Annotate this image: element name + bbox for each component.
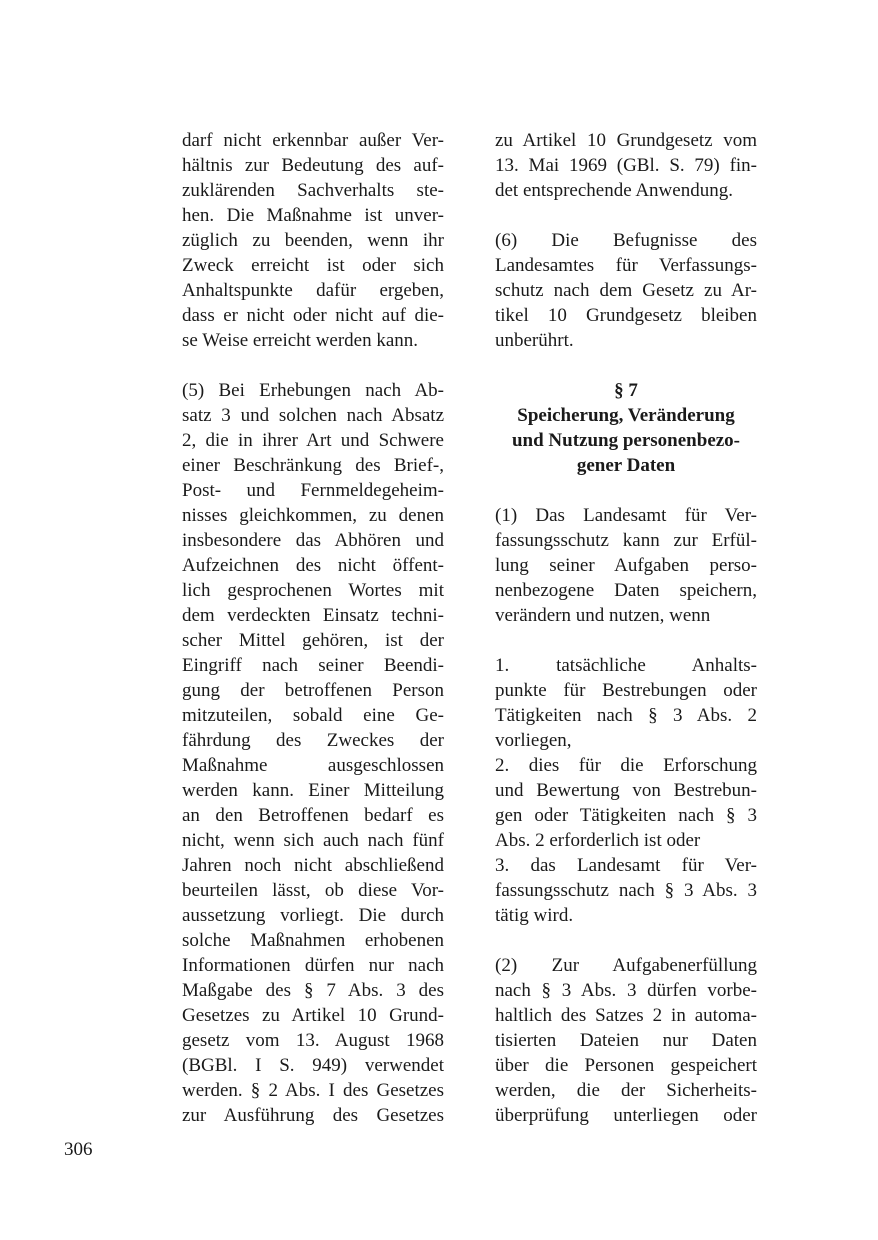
text-line: 1. tatsächliche Anhalts-	[495, 655, 757, 676]
text-line: nicht, wenn sich auch nach fünf	[182, 830, 444, 851]
text-line: nisses gleichkommen, zu denen	[182, 505, 444, 526]
right-column	[495, 128, 757, 1153]
text-line: se Weise erreicht werden kann.	[182, 330, 419, 351]
text-line: lich gesprochenen Wortes mit	[182, 580, 444, 601]
text-line: Post- und Fernmeldegeheim-	[182, 480, 444, 501]
text-line: Aufzeichnen des nicht öffent-	[182, 555, 444, 576]
text-line: (BGBl. I S. 949) verwendet	[182, 1055, 444, 1076]
text-line: punkte für Bestrebungen oder	[495, 680, 757, 701]
text-line: fassungsschutz kann zur Erfül-	[495, 530, 757, 551]
text-line: § 7	[614, 380, 638, 401]
text-line: darf nicht erkennbar außer Ver-	[182, 130, 444, 151]
paragraph-5-notification	[182, 378, 444, 1128]
text-line: gesetz vom 13. August 1968	[182, 1030, 444, 1051]
text-line: fährdung des Zweckes der	[182, 730, 444, 751]
text-line: lung seiner Aufgaben perso-	[495, 555, 757, 576]
paragraph-6-powers	[495, 228, 757, 353]
text-line: tikel 10 Grundgesetz bleiben	[495, 305, 757, 326]
text-line: Anhaltspunkte dafür ergeben,	[182, 280, 444, 301]
text-line: Maßgabe des § 7 Abs. 3 des	[182, 980, 444, 1001]
text-line: solche Maßnahmen erhobenen	[182, 930, 444, 951]
section-7-heading	[495, 378, 757, 478]
list-item-2	[495, 753, 757, 853]
text-line: zuklärenden Sachverhalts ste-	[182, 180, 444, 201]
paragraph-measure-proportionality	[182, 128, 444, 353]
text-line: werden. § 2 Abs. I des Gesetzes	[182, 1080, 444, 1101]
text-line: aussetzung vorliegt. Die durch	[182, 905, 444, 926]
text-line: zur Ausführung des Gesetzes	[182, 1105, 444, 1126]
text-line: dass er nicht oder nicht auf die-	[182, 305, 444, 326]
text-line: einer Beschränkung des Brief-,	[182, 455, 444, 476]
text-line: Informationen dürfen nur nach	[182, 955, 444, 976]
text-line: gener Daten	[576, 455, 676, 476]
text-line: Zweck erreicht ist oder sich	[182, 255, 444, 276]
text-line: 13. Mai 1969 (GBl. S. 79) fin-	[495, 155, 757, 176]
text-line: dem verdeckten Einsatz techni-	[182, 605, 444, 626]
text-line: (2) Zur Aufgabenerfüllung	[495, 955, 757, 976]
text-line: scher Mittel gehören, ist der	[182, 630, 444, 651]
text-line: tätig wird.	[495, 905, 574, 926]
text-line: Tätigkeiten nach § 3 Abs. 2	[495, 705, 757, 726]
list-item-1	[495, 653, 757, 753]
text-line: über die Personen gespeichert	[495, 1055, 757, 1076]
paragraph-2-task-fulfillment	[495, 953, 757, 1128]
page-number: 306	[64, 1139, 93, 1160]
text-line: gung der betroffenen Person	[182, 680, 444, 701]
text-line: werden kann. Einer Mitteilung	[182, 780, 444, 801]
text-line: und Bewertung von Bestrebun-	[495, 780, 757, 801]
text-line: 3. das Landesamt für Ver-	[495, 855, 757, 876]
text-line: (6) Die Befugnisse des	[495, 230, 757, 251]
text-line: nach § 3 Abs. 3 dürfen vorbe-	[495, 980, 757, 1001]
text-line: mitzuteilen, sobald eine Ge-	[182, 705, 444, 726]
text-line: unberührt.	[495, 330, 574, 351]
text-line: vorliegen,	[495, 730, 572, 751]
text-line: Speicherung, Veränderung	[517, 405, 735, 426]
conditions-list	[495, 653, 757, 928]
text-line: (5) Bei Erhebungen nach Ab-	[182, 380, 444, 401]
text-line: und Nutzung personenbezo-	[511, 430, 741, 451]
text-line: Eingriff nach seiner Beendi-	[182, 655, 444, 676]
text-line: det entsprechende Anwendung.	[495, 180, 733, 201]
text-line: (1) Das Landesamt für Ver-	[495, 505, 757, 526]
text-line: gen oder Tätigkeiten nach § 3	[495, 805, 757, 826]
paragraph-1-storage	[495, 503, 757, 628]
text-line: hältnis zur Bedeutung des auf-	[182, 155, 444, 176]
text-line: 2, die in ihrer Art und Schwere	[182, 430, 444, 451]
text-line: fassungsschutz nach § 3 Abs. 3	[495, 880, 757, 901]
text-line: züglich zu beenden, wenn ihr	[182, 230, 444, 251]
left-column	[182, 128, 444, 1153]
text-line: satz 3 und solchen nach Absatz	[182, 405, 444, 426]
text-line: Maßnahme ausgeschlossen	[182, 755, 444, 776]
paragraph-continuation	[495, 128, 757, 203]
text-line: Gesetzes zu Artikel 10 Grund-	[182, 1005, 444, 1026]
text-line: haltlich des Satzes 2 in automa-	[495, 1005, 757, 1026]
text-line: 2. dies für die Erforschung	[495, 755, 757, 776]
text-line: Abs. 2 erforderlich ist oder	[495, 830, 701, 851]
text-line: zu Artikel 10 Grundgesetz vom	[495, 130, 757, 151]
text-line: beurteilen lässt, ob diese Vor-	[182, 880, 444, 901]
text-line: insbesondere das Abhören und	[182, 530, 444, 551]
text-line: Jahren noch nicht abschließend	[182, 855, 444, 876]
text-line: werden, die der Sicherheits-	[495, 1080, 757, 1101]
text-line: nenbezogene Daten speichern,	[495, 580, 757, 601]
text-line: an den Betroffenen bedarf es	[182, 805, 444, 826]
text-line: Landesamtes für Verfassungs-	[495, 255, 757, 276]
text-line: tisierten Dateien nur Daten	[495, 1030, 757, 1051]
text-line: hen. Die Maßnahme ist unver-	[182, 205, 444, 226]
text-line: überprüfung unterliegen oder	[495, 1105, 757, 1126]
list-item-3	[495, 853, 757, 928]
text-line: verändern und nutzen, wenn	[495, 605, 711, 626]
text-line: schutz nach dem Gesetz zu Ar-	[495, 280, 757, 301]
